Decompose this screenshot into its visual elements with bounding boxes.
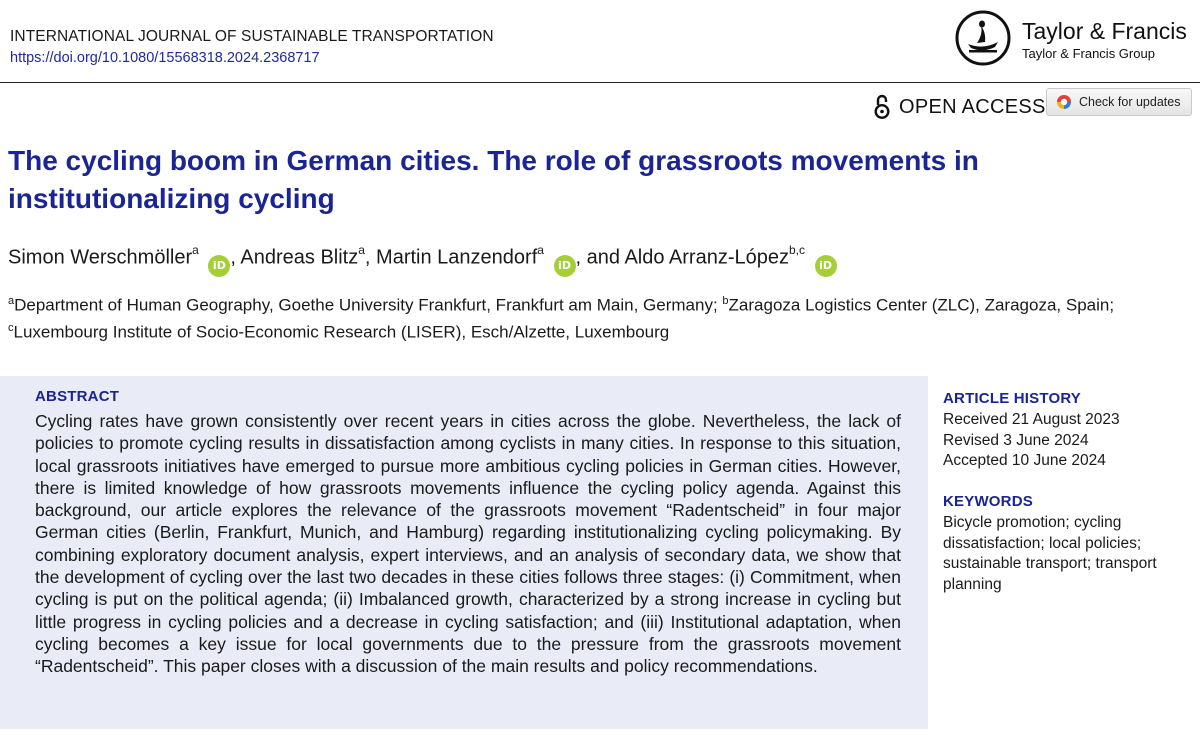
received-date: Received 21 August 2023 (943, 411, 1120, 428)
revised-date: Revised 3 June 2024 (943, 431, 1089, 449)
abstract-text: Cycling rates have grown consistently over recent years in cities across the globe. Nevertheless, the lack of policies to promote cycling results in dissatisfaction among cyclists in many cities. In response to this situation, local grassroots initiatives have emerged to pursue more ambitious cycling policies in German cities. However, there is limited knowledge of how grassroots movements influence the cycling policy agenda. Against this background, our article explores the relevance of the grassroots movement “Radentscheid” in four major German cities (Berlin, Frankfurt, Munich, and Hamburg) regarding institutionalizing cycling policymaking. By combining exploratory document analysis, expert interviews, and an analysis of secondary data, we show that the development of cycling over the last two decades in these cities follows three stages: (i) Commitment, when cycling is put on the political agenda; (ii) Imbalanced growth, characterized by a strong increase in cycling but little progress in cycling policies and a decrease in cycling satisfaction; and (iii) Institutional adaptation, when cycling becomes a key issue for local governments due to the pressure from the grassroots movement “Radentscheid”. This paper closes with a discussion of the main results and policy recommendations. (35, 411, 901, 677)
affiliation-mark: b (722, 295, 729, 307)
article-title: The cycling boom in German cities. The role of grassroots movements in institutionalizing cycling (8, 145, 979, 214)
publisher-name: Taylor & Francis (1022, 18, 1187, 44)
author-separator: , (364, 246, 377, 269)
publisher-logo-icon (955, 10, 1011, 66)
affiliations (8, 290, 1188, 343)
orcid-icon[interactable]: iD (208, 255, 230, 277)
author-name: Martin Lanzendorf (376, 246, 538, 269)
article-history (943, 390, 1193, 472)
keywords-text: Bicycle promotion; cycling dissatisfaction; local policies; sustainable transport; transport planning (943, 514, 1157, 593)
publisher-group: Taylor & Francis Group (1022, 46, 1155, 61)
publisher-block (955, 10, 1195, 70)
author-name: Aldo Arranz-López (624, 246, 789, 269)
doi-link[interactable]: https://doi.org/10.1080/15568318.2024.2368717 (10, 50, 320, 66)
abstract-box (0, 376, 928, 729)
keywords-heading: KEYWORDS (943, 493, 1033, 510)
author-separator: , (230, 246, 241, 269)
affiliation-text: Department of Human Geography, Goethe University Frankfurt, Frankfurt am Main, Germany; (14, 295, 723, 315)
journal-name: INTERNATIONAL JOURNAL OF SUSTAINABLE TRANSPORTATION (10, 28, 494, 45)
author-separator: , and (575, 246, 625, 269)
crossmark-icon (1055, 93, 1073, 111)
header-rule (0, 82, 1200, 83)
article-history-heading: ARTICLE HISTORY (943, 390, 1082, 407)
open-access-badge (873, 94, 1046, 120)
author-name: Andreas Blitz (240, 246, 359, 269)
author-affiliation-mark: a (192, 243, 199, 257)
affiliation-text: Zaragoza Logistics Center (ZLC), Zaragoza, Spain; (728, 295, 1115, 315)
keywords-section (943, 493, 1193, 595)
orcid-icon[interactable]: iD (815, 255, 837, 277)
open-lock-icon (873, 94, 891, 120)
abstract-heading: ABSTRACT (35, 388, 120, 405)
affiliation-mark: c (8, 321, 14, 334)
check-for-updates-label: Check for updates (1079, 95, 1181, 109)
affiliation-text: Luxembourg Institute of Socio-Economic Research (LISER), Esch/Alzette, Luxembourg (13, 322, 670, 342)
author-affiliation-mark: a (358, 243, 365, 257)
orcid-icon[interactable]: iD (554, 255, 576, 277)
author-affiliation-mark: a (537, 243, 544, 257)
check-for-updates-button[interactable] (1046, 88, 1192, 116)
author-list (8, 245, 837, 277)
accepted-date: Accepted 10 June 2024 (943, 452, 1106, 469)
open-access-label: OPEN ACCESS (899, 95, 1046, 118)
affiliation-mark: a (8, 295, 15, 307)
author-affiliation-mark: b,c (788, 243, 805, 257)
author-name: Simon Werschmöller (8, 246, 193, 269)
